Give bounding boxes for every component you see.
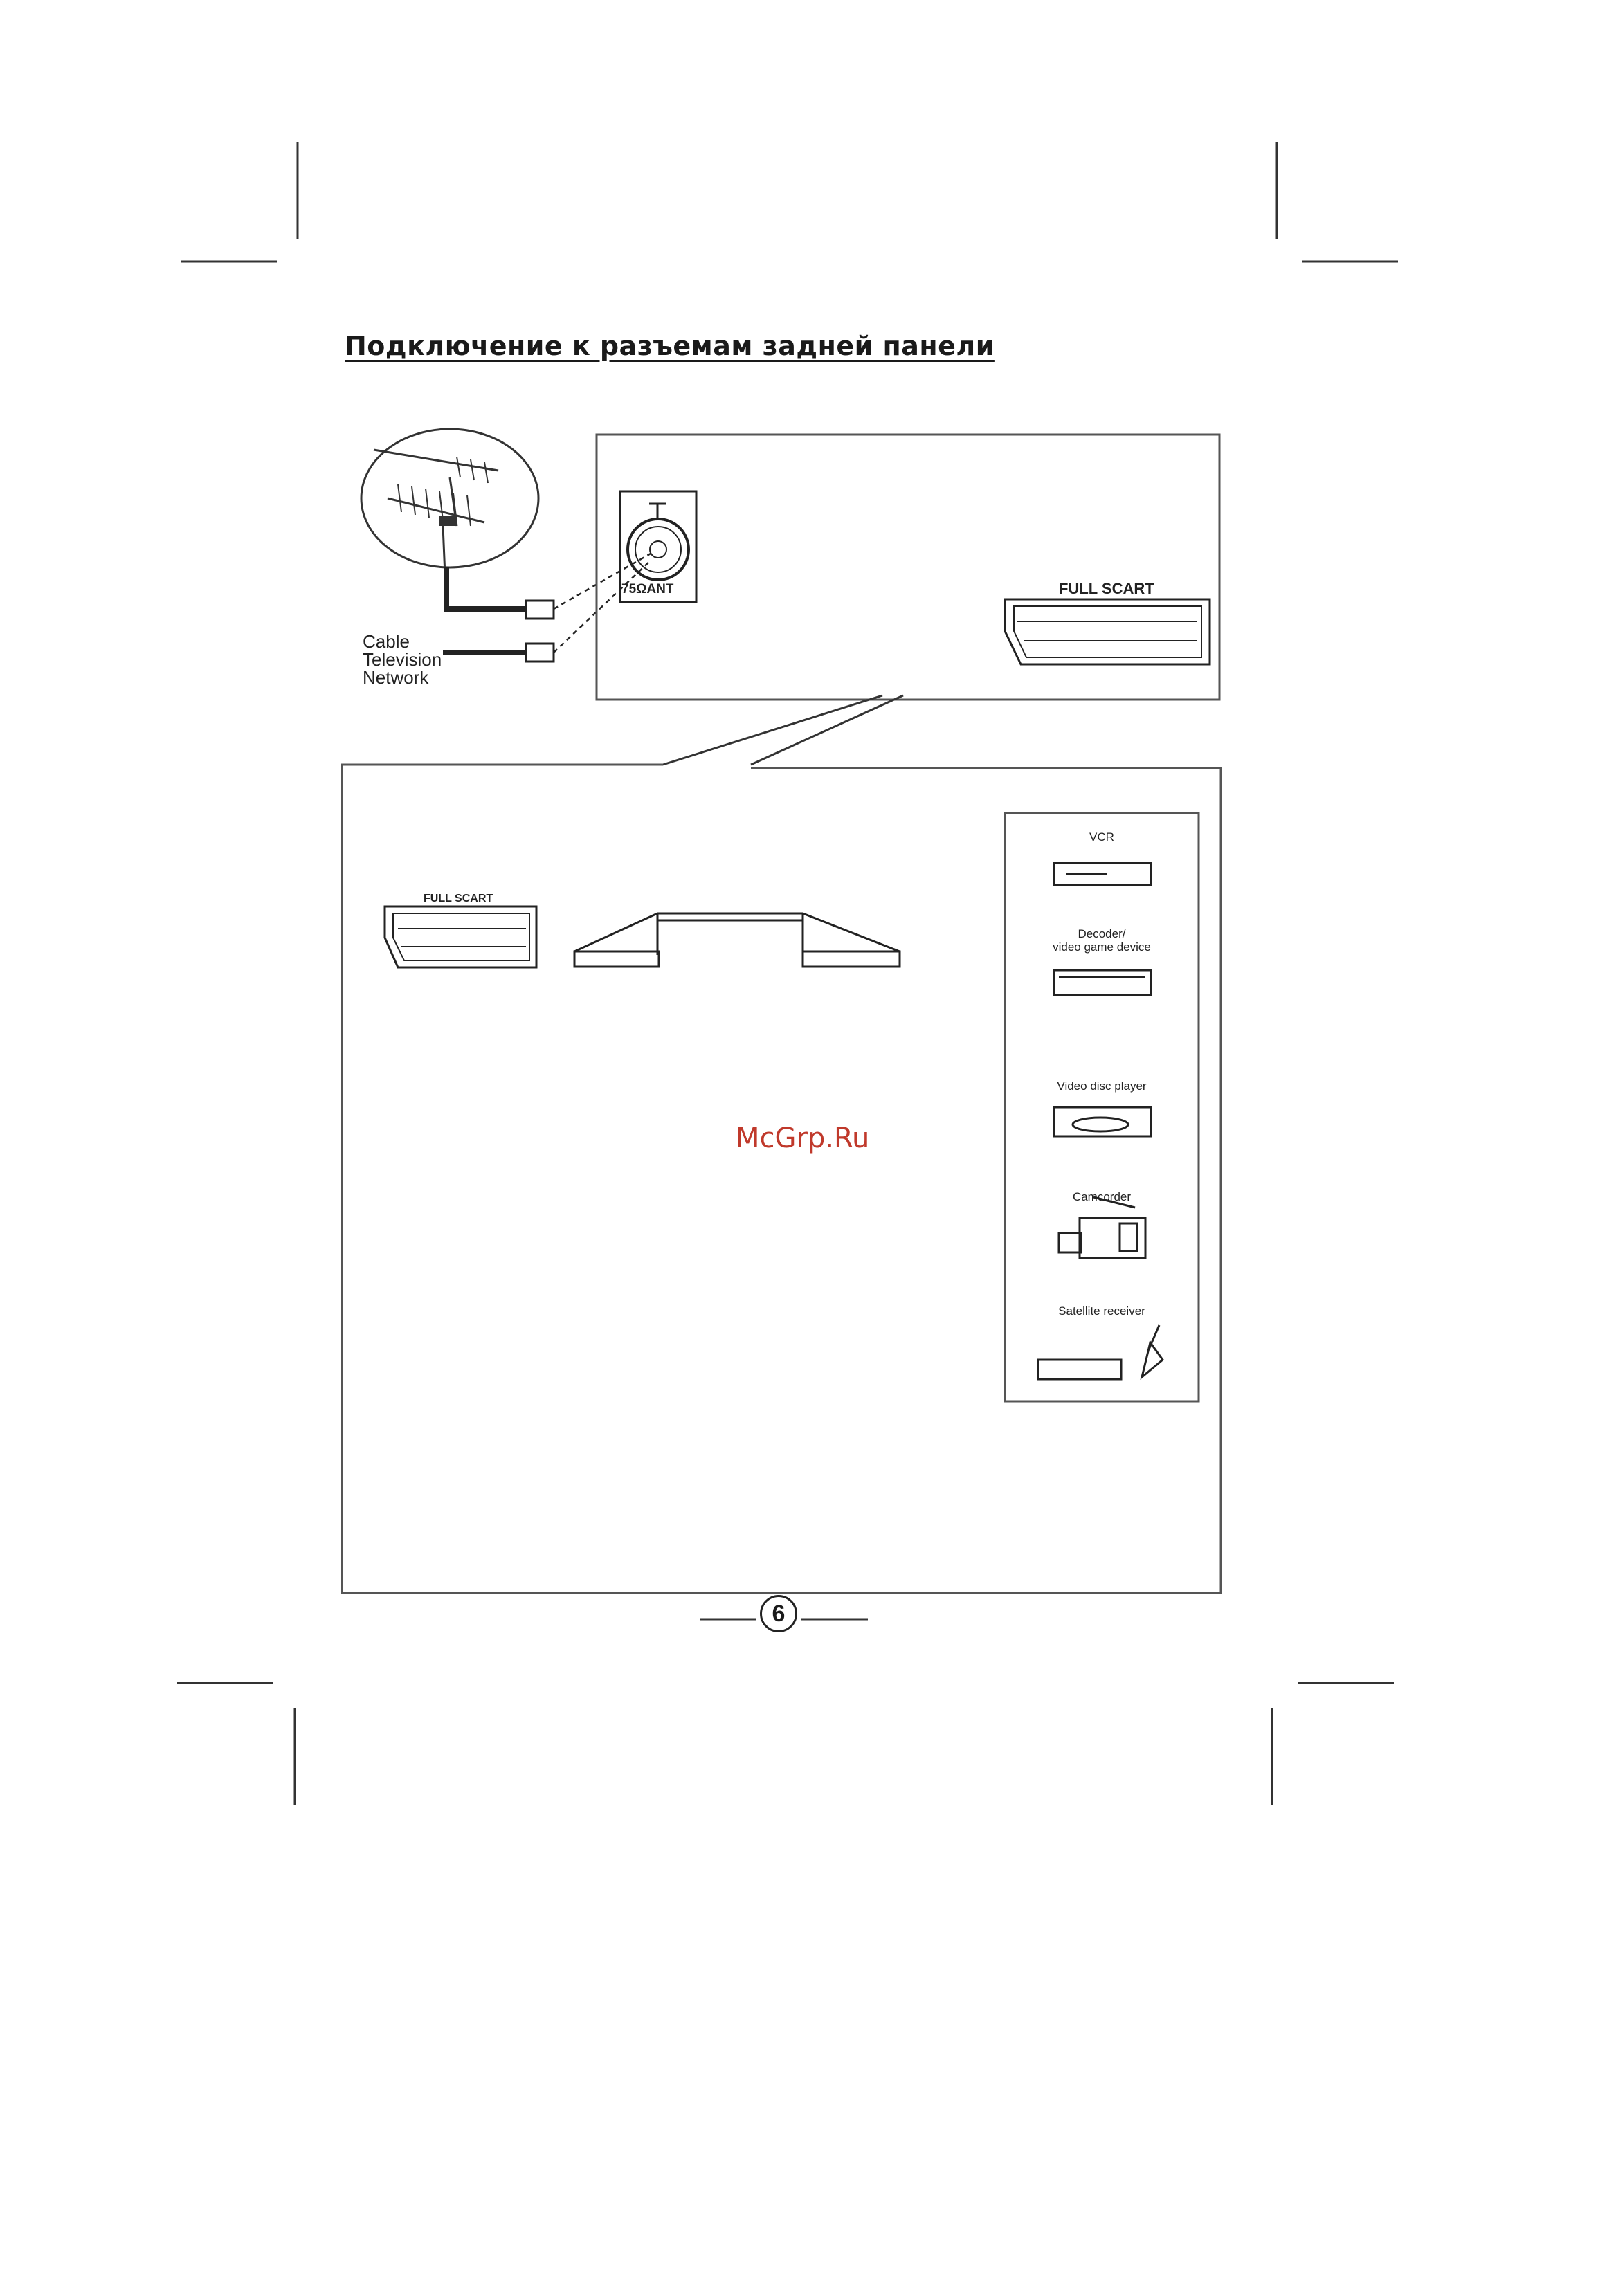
antenna-icon bbox=[361, 429, 538, 609]
antenna-label: 75ΩANT bbox=[621, 582, 674, 596]
cable-label-line-3: Network bbox=[363, 667, 429, 688]
cable-label bbox=[363, 632, 442, 686]
device-label-vcr: VCR bbox=[1089, 830, 1114, 844]
watermark: McGrp.Ru bbox=[736, 1122, 870, 1154]
camcorder-icon bbox=[1059, 1197, 1145, 1258]
scart-connector-icon bbox=[1005, 599, 1210, 664]
device-label-camcorder: Camcorder bbox=[1072, 1190, 1132, 1203]
device-label-satellite: Satellite receiver bbox=[1058, 1304, 1145, 1318]
page-title: Подключение к разъемам задней панели bbox=[345, 331, 995, 361]
page-number: 6 bbox=[760, 1595, 797, 1632]
cable-label-line-1: Cable bbox=[363, 631, 410, 652]
small-scart-label: FULL SCART bbox=[424, 893, 493, 904]
cable-label-line-2: Television bbox=[363, 649, 442, 670]
small-scart-connector-icon bbox=[385, 906, 536, 967]
decoder-icon bbox=[1054, 970, 1151, 995]
device-label-decoder: Decoder/ video game device bbox=[1053, 927, 1151, 954]
scart-cable-icon bbox=[574, 913, 900, 967]
scart-label: FULL SCART bbox=[1059, 580, 1154, 597]
device-label-disc-player: Video disc player bbox=[1057, 1079, 1147, 1093]
satellite-receiver-icon bbox=[1038, 1325, 1163, 1379]
